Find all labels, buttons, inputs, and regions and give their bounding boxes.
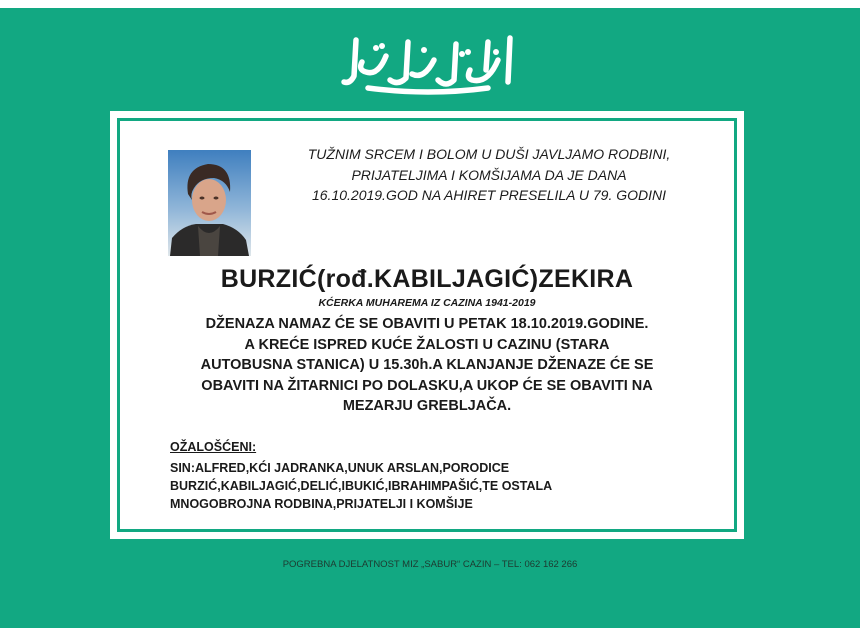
- mourners-list: [170, 459, 690, 513]
- funeral-announcement: [160, 314, 694, 417]
- announcement-line: MEZARJU GREBLJAČA.: [342, 398, 512, 415]
- arabic-calligraphy-icon: [338, 30, 518, 100]
- mourners-line: SIN:ALFRED,KĆI JADRANKA,UNUK ARSLAN,PORODICE: [170, 461, 510, 475]
- notice-border: [117, 118, 737, 532]
- mourners-line: MNOGOBROJNA RODBINA,PRIJATELJI I KOMŠIJE: [170, 497, 473, 511]
- portrait-photo-icon: [168, 150, 251, 256]
- deceased-subtitle: KĆERKA MUHAREMA IZ CAZINA 1941-2019: [318, 297, 536, 309]
- intro-line: TUŽNIM SRCEM I BOLOM U DUŠI JAVLJAMO RODBINI,: [307, 146, 671, 162]
- mourners-label: OŽALOŠĆENI:: [170, 440, 257, 454]
- intro-line: PRIJATELJIMA I KOMŠIJAMA DA JE DANA: [351, 166, 627, 183]
- deceased-name: BURZIĆ(rođ.KABILJAGIĆ)ZEKIRA: [220, 265, 634, 293]
- green-background: [0, 8, 860, 628]
- notice-frame: [110, 111, 744, 539]
- announcement-line: DŽENAZA NAMAZ ĆE SE OBAVITI U PETAK 18.10.2019.GODINE.: [205, 316, 649, 332]
- announcement-line: OBAVITI NA ŽITARNICI PO DOLASKU,A UKOP ĆE SE OBAVITI NA: [201, 377, 653, 394]
- intro-text: [264, 144, 714, 206]
- announcement-line: A KREĆE ISPRED KUĆE ŽALOSTI U CAZINU (STARA: [244, 336, 610, 353]
- announcement-line: AUTOBUSNA STANICA) U 15.30h.A KLANJANJE DŽENAZE ĆE SE: [200, 357, 654, 374]
- mourners-line: BURZIĆ,KABILJAGIĆ,DELIĆ,IBUKIĆ,IBRAHIMPAŠIĆ,TE OSTALA: [170, 479, 553, 493]
- intro-line: 16.10.2019.GOD NA AHIRET PRESELILA U 79. GODINI: [311, 187, 667, 203]
- funeral-service-footer: POGREBNA DJELATNOST MIZ „SABUR“ CAZIN – TEL: 062 162 266: [282, 559, 578, 570]
- mourners-section: [170, 438, 690, 513]
